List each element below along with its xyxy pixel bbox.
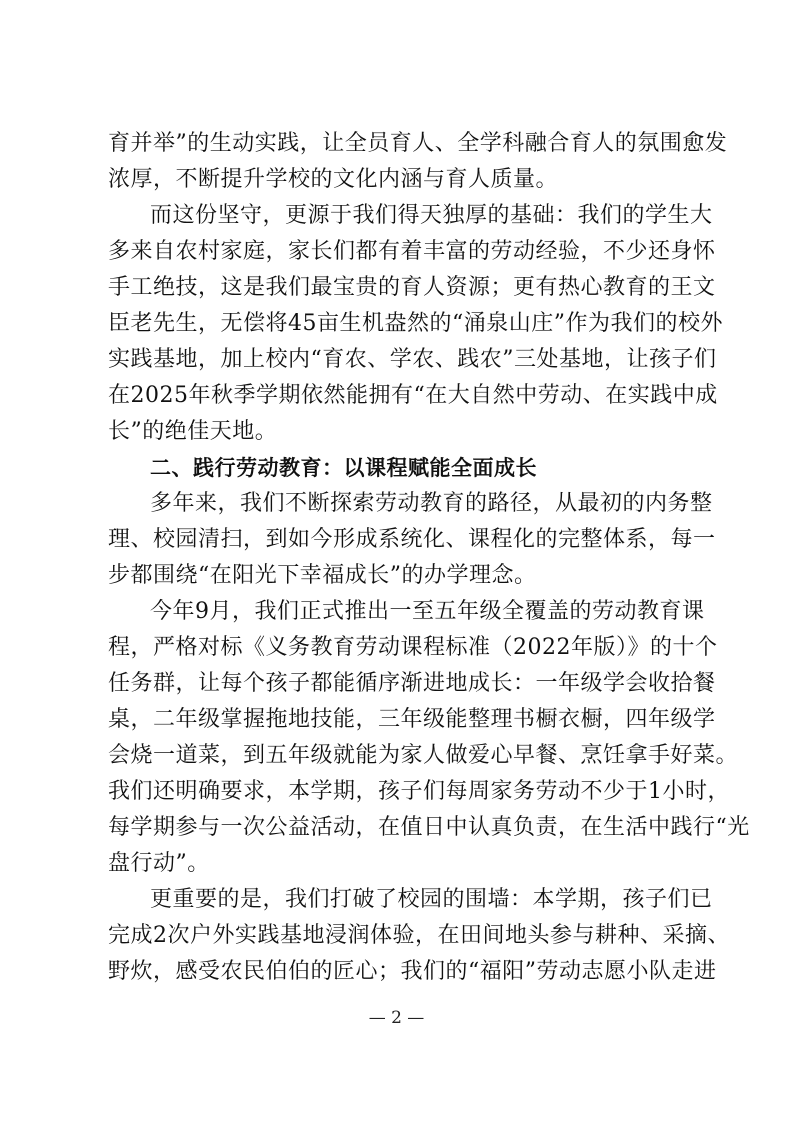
body-line: 完成2次户外实践基地浸润体验，在田间地头参与耕种、采摘、	[108, 923, 730, 948]
page-number: — 2 —	[368, 1008, 425, 1028]
body-line: 在2025年秋季学期依然能拥有“在大自然中劳动、在实践中成	[108, 383, 718, 408]
body-line: 长”的绝佳天地。	[108, 419, 278, 444]
body-line: 我们还明确要求，本学期，孩子们每周家务劳动不少于1小时，	[108, 779, 730, 804]
body-line: 理、校园清扫，到如今形成系统化、课程化的完整体系，每一	[108, 527, 716, 552]
paragraph-first-line: 多年来，我们不断探索劳动教育的路径，从最初的内务整	[150, 491, 713, 516]
body-line: 盘行动”。	[108, 851, 210, 876]
body-line: 每学期参与一次公益活动，在值日中认真负责，在生活中践行“光	[108, 815, 750, 840]
body-line: 任务群，让每个孩子都能循序渐进地成长：一年级学会收拾餐	[108, 671, 716, 696]
body-line: 手工绝技，这是我们最宝贵的育人资源；更有热心教育的王文	[108, 275, 716, 300]
body-line: 实践基地，加上校内“育农、学农、践农”三处基地，让孩子们	[108, 347, 717, 372]
body-line: 会烧一道菜，到五年级就能为家人做爱心早餐、烹饪拿手好菜。	[108, 743, 739, 768]
body-line: 步都围绕“在阳光下幸福成长”的办学理念。	[108, 563, 537, 588]
paragraph-first-line: 更重要的是，我们打破了校园的围墙：本学期，孩子们已	[150, 887, 713, 912]
body-line: 育并举”的生动实践，让全员育人、全学科融合育人的氛围愈发	[108, 131, 728, 156]
body-line: 桌，二年级掌握拖地技能，三年级能整理书橱衣橱，四年级学	[108, 707, 716, 732]
section-heading: 二、践行劳动教育：以课程赋能全面成长	[150, 456, 537, 480]
paragraph-first-line: 而这份坚守，更源于我们得天独厚的基础：我们的学生大	[150, 203, 713, 228]
paragraph-first-line: 今年9月，我们正式推出一至五年级全覆盖的劳动教育课	[150, 599, 705, 624]
body-line: 野炊，感受农民伯伯的匠心；我们的“福阳”劳动志愿小队走进	[108, 959, 717, 984]
body-line: 程，严格对标《义务教育劳动课程标准（2022年版）》的十个	[108, 635, 718, 660]
body-line: 多来自农村家庭，家长们都有着丰富的劳动经验，不少还身怀	[108, 239, 716, 264]
body-line: 臣老先生，无偿将45亩生机盎然的“涌泉山庄”作为我们的校外	[108, 311, 723, 336]
body-line: 浓厚，不断提升学校的文化内涵与育人质量。	[108, 167, 559, 192]
